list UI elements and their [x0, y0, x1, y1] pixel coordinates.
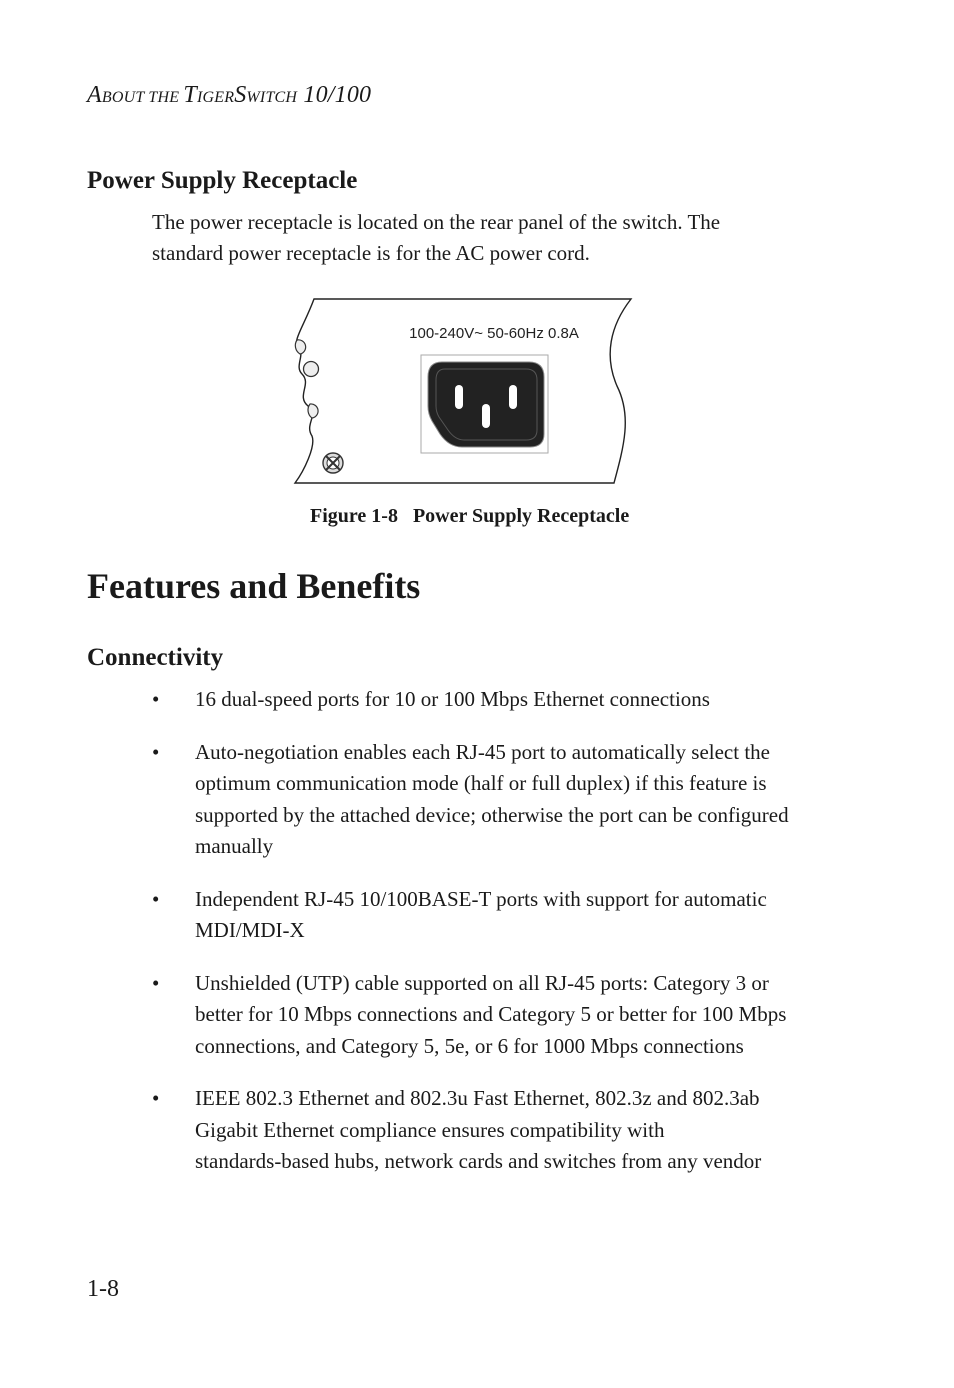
header-part: T [183, 82, 197, 108]
bullet-symbol: • [152, 886, 160, 911]
power-supply-paragraph [152, 207, 852, 269]
page-number: 1-8 [87, 1276, 119, 1302]
list-item [152, 737, 852, 863]
list-item [152, 884, 852, 947]
header-part: A [87, 82, 102, 108]
list-item-line: Gigabit Ethernet compliance ensures compatibility with [195, 1117, 665, 1142]
screw-icon [323, 453, 343, 473]
bullet-symbol: • [152, 1086, 160, 1110]
list-item [152, 1083, 852, 1178]
power-receptacle-figure [292, 296, 642, 488]
list-item [152, 684, 852, 716]
pin-live [455, 385, 463, 409]
list-item-line: standards-based hubs, network cards and switches from any vendor [195, 1149, 762, 1173]
pin-neutral [509, 385, 517, 409]
list-item-line: supported by the attached device; otherwise the port can be configured [195, 802, 789, 827]
bullet-symbol: • [152, 739, 160, 764]
list-item-line: 16 dual-speed ports for 10 or 100 Mbps Ethernet connections [195, 687, 710, 711]
led-icon [295, 340, 305, 354]
list-item-line: manually [195, 834, 274, 858]
bullet-symbol: • [152, 970, 160, 995]
bullet-symbol: • [152, 687, 160, 711]
list-item-line: IEEE 802.3 Ethernet and 802.3u Fast Ethernet, 802.3z and 802.3ab [195, 1086, 760, 1110]
led-icon [308, 404, 318, 418]
list-item-line: better for 10 Mbps connections and Category 5 or better for 100 Mbps [195, 1002, 787, 1026]
rating-label: 100-240V~ 50-60Hz 0.8A [409, 325, 579, 342]
list-item-line: Unshielded (UTP) cable supported on all RJ-45 ports: Category 3 or [195, 970, 769, 995]
connectivity-heading: Connectivity [87, 644, 224, 671]
list-item-line: MDI/MDI-X [195, 918, 305, 942]
led-icon [304, 362, 319, 377]
list-item-line: connections, and Category 5, 5e, or 6 for 1000 Mbps connections [195, 1033, 744, 1058]
features-heading: Features and Benefits [87, 566, 421, 606]
list-item-line: optimum communication mode (half or full duplex) if this feature is [195, 771, 767, 795]
figure-caption: Figure 1-8 Power Supply Receptacle [310, 505, 630, 527]
connectivity-list [152, 684, 852, 1199]
paragraph-line: The power receptacle is located on the rear panel of the switch. The [152, 210, 721, 234]
power-supply-heading: Power Supply Receptacle [87, 167, 358, 194]
list-item-line: Independent RJ-45 10/100BASE-T ports with support for automatic [195, 886, 767, 911]
header-part: 10/100 [297, 82, 372, 108]
header-part: BOUT THE [101, 89, 184, 106]
header-part: WITCH [246, 89, 298, 106]
pin-ground [482, 404, 490, 428]
running-header [87, 82, 371, 109]
header-part: IGER [196, 89, 235, 106]
list-item [152, 968, 852, 1063]
header-part: S [234, 82, 247, 108]
list-item-line: Auto-negotiation enables each RJ-45 port to automatically select the [195, 739, 770, 764]
rear-panel-illustration [292, 296, 642, 488]
paragraph-line: standard power receptacle is for the AC power cord. [152, 241, 590, 265]
